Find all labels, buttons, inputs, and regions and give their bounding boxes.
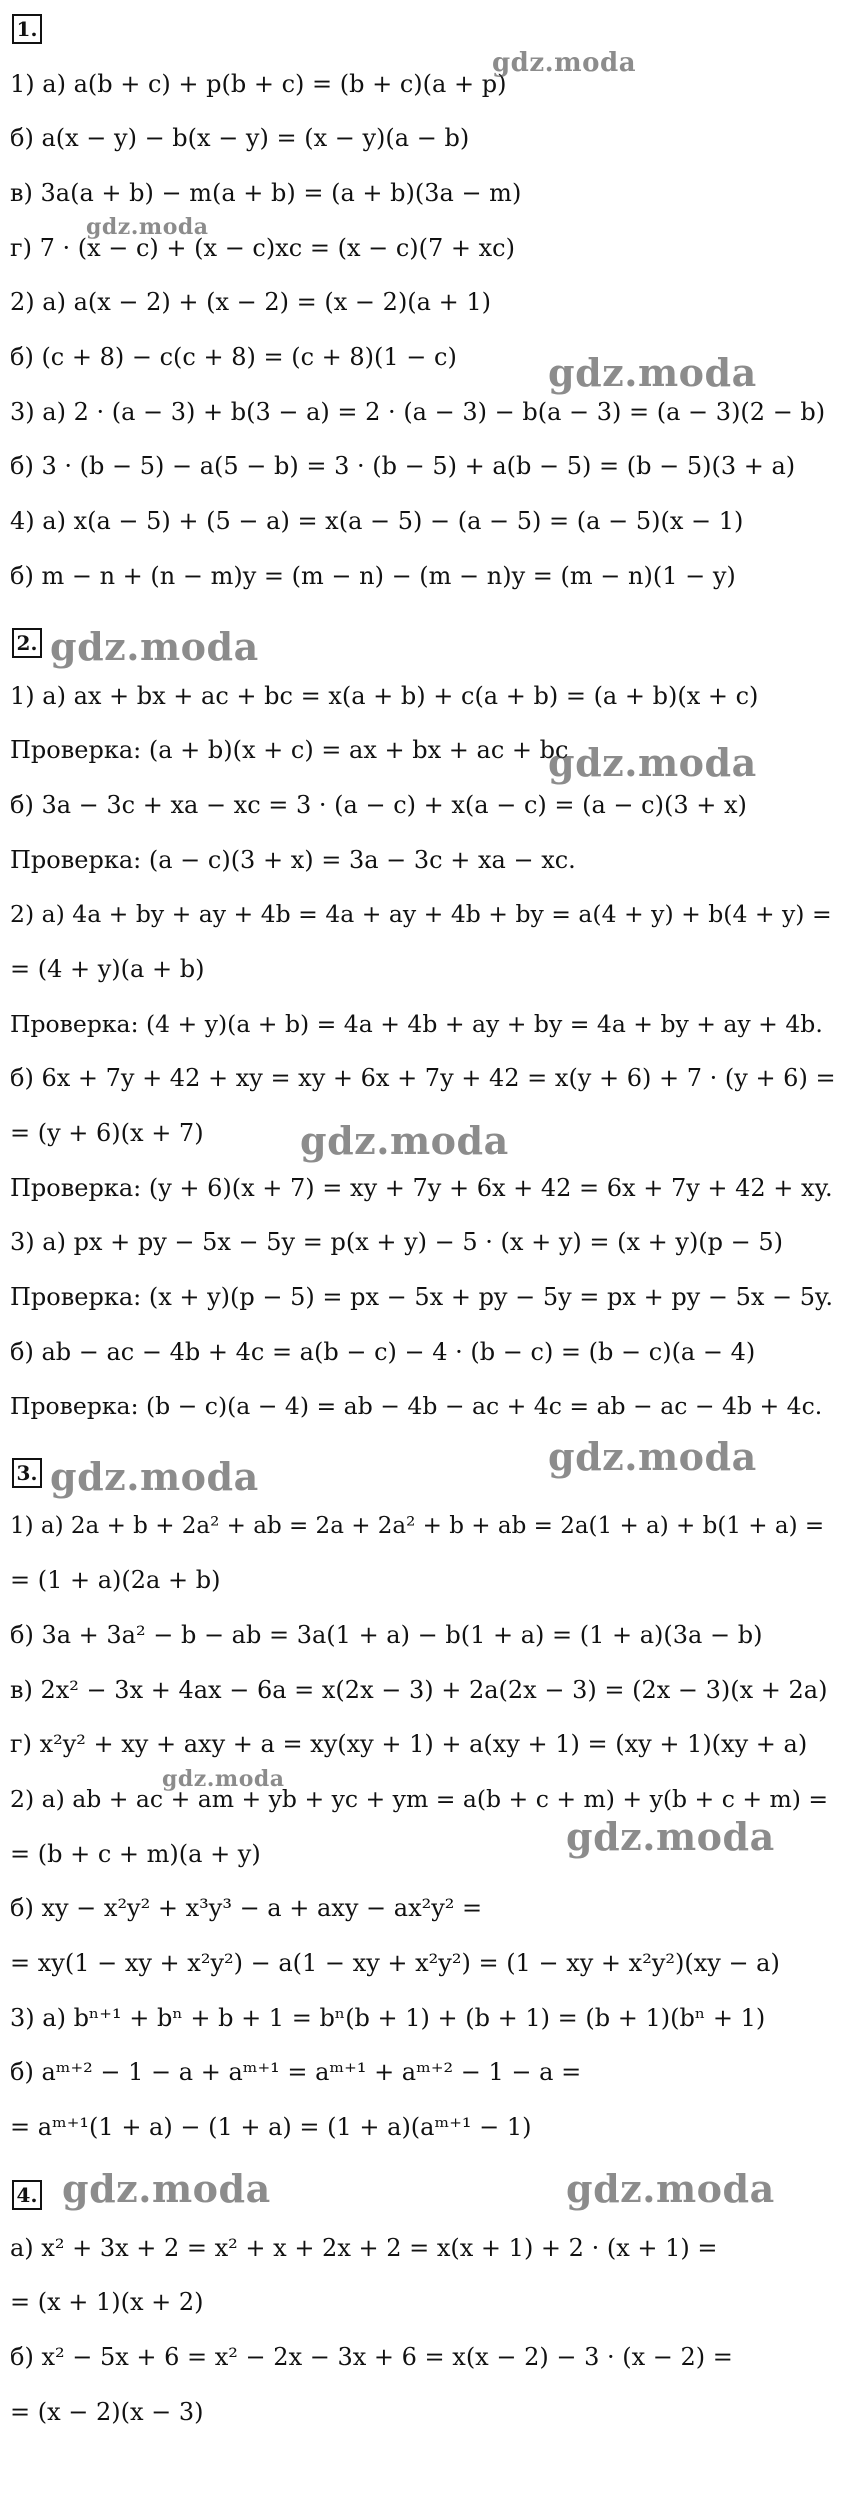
section-1-line-6: б) (c + 8) − c(c + 8) = (c + 8)(1 − c) xyxy=(10,343,457,371)
section-2-line-8: б) 6x + 7y + 42 + xy = xy + 6x + 7y + 42 = x(y + 6) + 7 · (y + 6) = xyxy=(10,1064,836,1092)
section-2-line-12: Проверка: (x + y)(p − 5) = px − 5x + py − 5y = px + py − 5x − 5y. xyxy=(10,1283,834,1311)
section-3-line-10: 3) а) bⁿ⁺¹ + bⁿ + b + 1 = bⁿ(b + 1) + (b + 1) = (b + 1)(bⁿ + 1) xyxy=(10,2004,766,2032)
section-1-line-1: 1) а) a(b + c) + p(b + c) = (b + c)(a + p) xyxy=(10,70,507,98)
section-3-line-9: = xy(1 − xy + x²y²) − a(1 − xy + x²y²) = (1 − xy + x²y²)(xy − a) xyxy=(10,1949,780,1977)
watermark: gdz.moda xyxy=(162,1766,285,1792)
section-1-line-3: в) 3a(a + b) − m(a + b) = (a + b)(3a − m) xyxy=(10,179,522,207)
section-1-line-10: б) m − n + (n − m)y = (m − n) − (m − n)y = (m − n)(1 − y) xyxy=(10,562,736,590)
watermark: gdz.moda xyxy=(50,1454,259,1499)
section-2-line-9: = (y + 6)(x + 7) xyxy=(10,1119,204,1147)
section-3-line-8: б) xy − x²y² + x³y³ − a + axy − ax²y² = xyxy=(10,1894,483,1922)
watermark: gdz.moda xyxy=(86,214,209,240)
section-1-line-7: 3) а) 2 · (a − 3) + b(3 − a) = 2 · (a − 3) − b(a − 3) = (a − 3)(2 − b) xyxy=(10,398,826,426)
section-2-line-10: Проверка: (y + 6)(x + 7) = xy + 7y + 6x + 42 = 6x + 7y + 42 + xy. xyxy=(10,1174,833,1202)
section-4-line-1: а) x² + 3x + 2 = x² + x + 2x + 2 = x(x + 1) + 2 · (x + 1) = xyxy=(10,2234,718,2262)
section-2-line-13: б) ab − ac − 4b + 4c = a(b − c) − 4 · (b − c) = (b − c)(a − 4) xyxy=(10,1338,756,1366)
section-3-number: 3. xyxy=(12,1458,42,1488)
section-2-line-4: Проверка: (a − c)(3 + x) = 3a − 3c + xa − xc. xyxy=(10,846,576,874)
section-1-line-2: б) a(x − y) − b(x − y) = (x − y)(a − b) xyxy=(10,124,470,152)
section-3-line-4: в) 2x² − 3x + 4ax − 6a = x(2x − 3) + 2a(2x − 3) = (2x − 3)(x + 2a) xyxy=(10,1676,828,1704)
section-1-line-4: г) 7 · (x − c) + (x − c)xc = (x − c)(7 + xc) xyxy=(10,234,515,262)
section-4-line-2: = (x + 1)(x + 2) xyxy=(10,2288,204,2316)
section-2-line-11: 3) а) px + py − 5x − 5y = p(x + y) − 5 · (x + y) = (x + y)(p − 5) xyxy=(10,1228,784,1256)
section-2-line-7: Проверка: (4 + y)(a + b) = 4a + 4b + ay + by = 4a + by + ay + 4b. xyxy=(10,1010,823,1038)
section-3-line-7: = (b + c + m)(a + y) xyxy=(10,1840,261,1868)
watermark: gdz.moda xyxy=(548,1434,757,1479)
watermark: gdz.moda xyxy=(492,48,637,78)
watermark: gdz.moda xyxy=(300,1118,509,1163)
section-2-line-1: 1) а) ax + bx + ac + bc = x(a + b) + c(a + b) = (a + b)(x + c) xyxy=(10,682,759,710)
watermark: gdz.moda xyxy=(50,624,259,669)
section-3-line-11: б) aᵐ⁺² − 1 − a + aᵐ⁺¹ = aᵐ⁺¹ + aᵐ⁺² − 1 − a = xyxy=(10,2058,582,2086)
section-3-line-1: 1) а) 2a + b + 2a² + ab = 2a + 2a² + b + ab = 2a(1 + a) + b(1 + a) = xyxy=(10,1513,825,1539)
watermark: gdz.moda xyxy=(62,2166,271,2211)
section-3-line-6: 2) а) ab + ac + am + yb + yc + ym = a(b + c + m) + y(b + c + m) = xyxy=(10,1785,829,1813)
watermark: gdz.moda xyxy=(566,2166,775,2211)
section-2-line-14: Проверка: (b − c)(a − 4) = ab − 4b − ac + 4c = ab − ac − 4b + 4c. xyxy=(10,1392,823,1420)
section-1-number: 1. xyxy=(12,14,42,44)
section-4-line-3: б) x² − 5x + 6 = x² − 2x − 3x + 6 = x(x − 2) − 3 · (x − 2) = xyxy=(10,2343,733,2371)
section-2-line-6: = (4 + y)(a + b) xyxy=(10,955,205,983)
section-3-line-3: б) 3a + 3a² − b − ab = 3a(1 + a) − b(1 + a) = (1 + a)(3a − b) xyxy=(10,1621,763,1649)
section-3-line-12: = aᵐ⁺¹(1 + a) − (1 + a) = (1 + a)(aᵐ⁺¹ − 1) xyxy=(10,2113,532,2141)
section-3-line-2: = (1 + a)(2a + b) xyxy=(10,1566,221,1594)
watermark: gdz.moda xyxy=(548,350,757,395)
section-4-line-4: = (x − 2)(x − 3) xyxy=(10,2398,204,2426)
section-4-number: 4. xyxy=(12,2180,42,2210)
section-2-number: 2. xyxy=(12,628,42,658)
section-2-line-2: Проверка: (a + b)(x + c) = ax + bx + ac + bc xyxy=(10,736,569,764)
section-3-line-5: г) x²y² + xy + axy + a = xy(xy + 1) + a(xy + 1) = (xy + 1)(xy + a) xyxy=(10,1730,808,1758)
section-2-line-5: 2) а) 4a + by + ay + 4b = 4a + ay + 4b + by = a(4 + y) + b(4 + y) = xyxy=(10,900,832,928)
watermark: gdz.moda xyxy=(548,740,757,785)
section-1-line-9: 4) а) x(a − 5) + (5 − a) = x(a − 5) − (a − 5) = (a − 5)(x − 1) xyxy=(10,507,744,535)
section-1-line-5: 2) а) a(x − 2) + (x − 2) = (x − 2)(a + 1) xyxy=(10,288,491,316)
section-1-line-8: б) 3 · (b − 5) − a(5 − b) = 3 · (b − 5) + a(b − 5) = (b − 5)(3 + a) xyxy=(10,452,796,480)
watermark: gdz.moda xyxy=(566,1814,775,1859)
section-2-line-3: б) 3a − 3c + xa − xc = 3 · (a − c) + x(a − c) = (a − c)(3 + x) xyxy=(10,791,747,819)
